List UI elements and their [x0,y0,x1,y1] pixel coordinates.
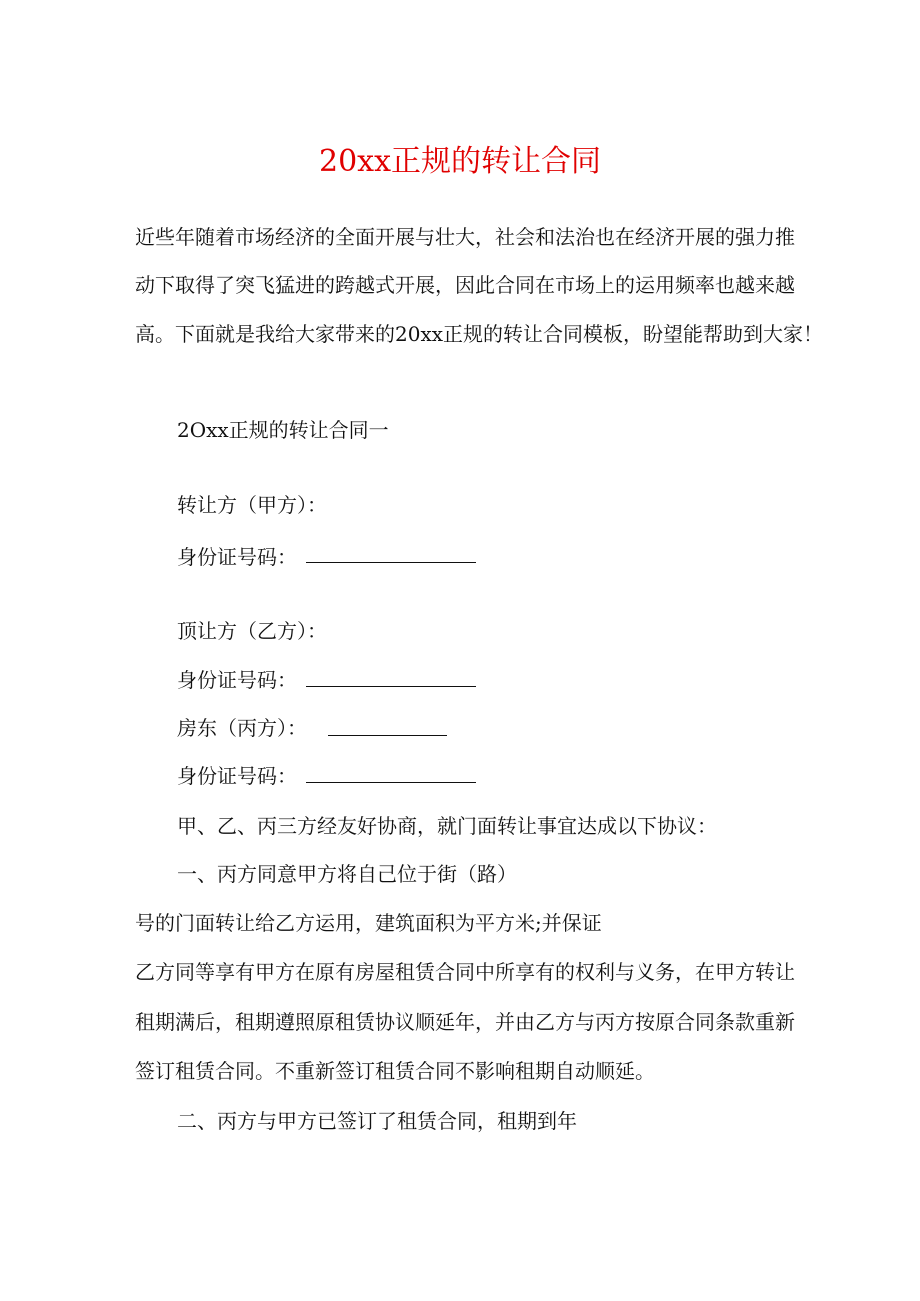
party-a-id-label: 身份证号码： [177,545,297,569]
intro-line-2: 动下取得了突飞猛进的跨越式开展，因此合同在市场上的运用频率也越来越 [135,273,795,297]
party-b-id-label: 身份证号码： [177,668,297,692]
clause-1-line-4: 租期满后，租期遵照原租赁协议顺延年，并由乙方与丙方按原合同条款重新 [135,1010,795,1034]
section-heading: 2Oxx正规的转让合同一 [177,418,389,442]
clause-1-line-1: 一、丙方同意甲方将自己位于街（路） [177,862,517,886]
party-b-id-blank [306,686,476,687]
landlord-label: 房东（丙方）： [177,716,307,740]
agreement-intro: 甲、乙、丙三方经友好协商，就门面转让事宜达成以下协议： [177,814,717,838]
party-b-label: 顶让方（乙方）： [177,619,327,643]
clause-2-line-1: 二、丙方与甲方已签订了租赁合同，租期到年 [177,1109,577,1133]
intro-line-3: 高。下面就是我给大家带来的20xx正规的转让合同模板，盼望能帮助到大家！ [135,322,824,346]
party-a-id-blank [306,562,476,563]
intro-line-1: 近些年随着市场经济的全面开展与壮大，社会和法治也在经济开展的强力推 [135,225,795,249]
document-title: 20xx正规的转让合同 [318,144,601,179]
clause-1-line-2: 号的门面转让给乙方运用，建筑面积为平方米;并保证 [135,911,602,935]
clause-1-line-5: 签订租赁合同。不重新签订租赁合同不影响租期自动顺延。 [135,1059,655,1083]
landlord-id-label: 身份证号码： [177,764,297,788]
clause-1-line-3: 乙方同等享有甲方在原有房屋租赁合同中所享有的权利与义务，在甲方转让 [135,960,795,984]
landlord-id-blank [306,782,476,783]
party-a-label: 转让方（甲方）： [177,493,327,517]
landlord-name-blank [328,735,447,736]
